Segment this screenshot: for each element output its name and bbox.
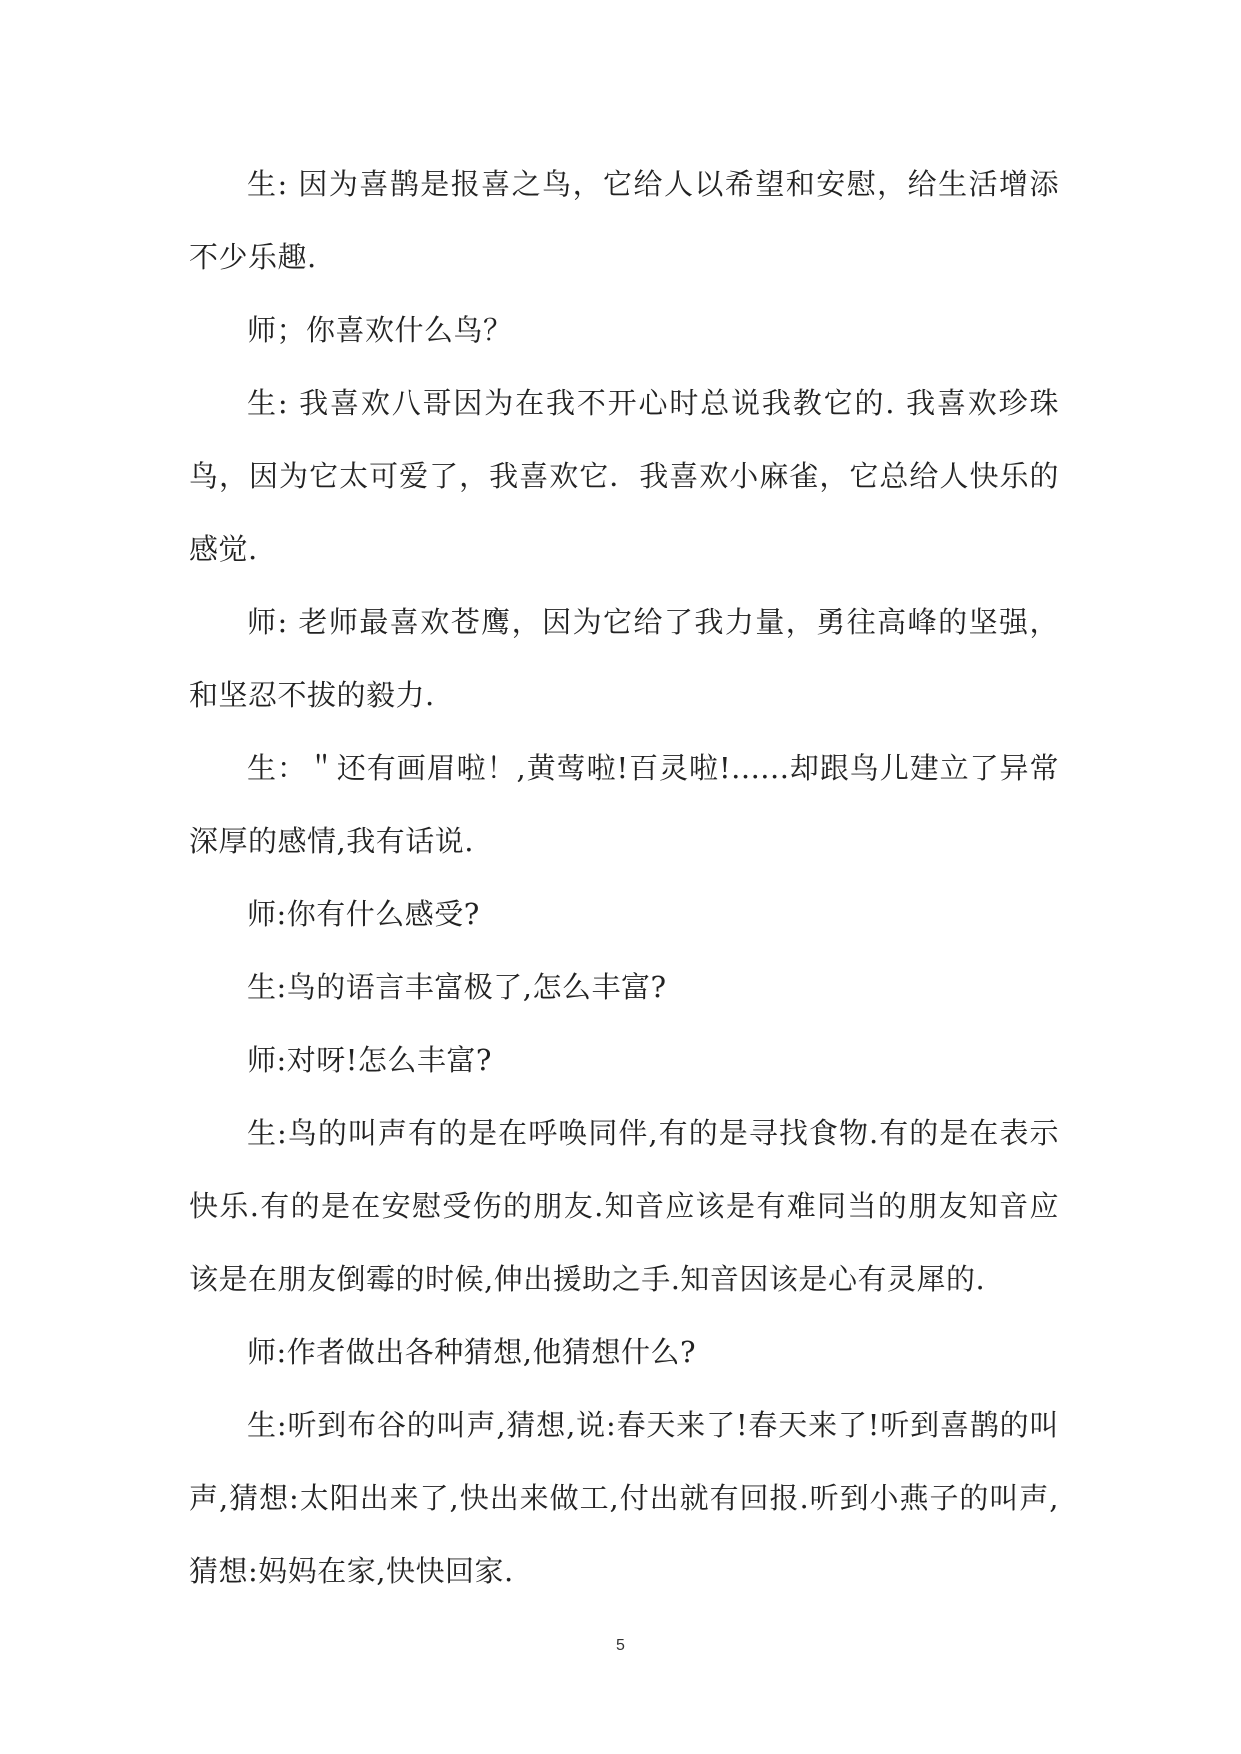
paragraph: 生:鸟的叫声有的是在呼唤同伴,有的是寻找食物.有的是在表示快乐.有的是在安慰受伤的朋友.知音应该是有难同当的朋友知音应该是在朋友倒霉的时候,伸出援助之手.知音因该是心有灵犀的.	[189, 1116, 1059, 1296]
paragraph: 生：＂还有画眉啦！,黄莺啦!百灵啦!......却跟鸟儿建立了异常深厚的感情,我有话说.	[189, 751, 1059, 858]
paragraph: 生:鸟的语言丰富极了,怎么丰富?	[247, 970, 667, 1004]
paragraph: 师:对呀!怎么丰富?	[247, 1043, 492, 1077]
paragraph: 生: 因为喜鹊是报喜之鸟，它给人以希望和安慰，给生活增添不少乐趣.	[189, 167, 1059, 274]
paragraph: 师: 老师最喜欢苍鹰，因为它给了我力量，勇往高峰的坚强，和坚忍不拔的毅力.	[189, 605, 1059, 712]
paragraph: 师；你喜欢什么鸟？	[247, 313, 513, 347]
page-number: 5	[616, 1637, 625, 1654]
paragraph: 生:听到布谷的叫声,猜想,说:春天来了!春天来了!听到喜鹊的叫声,猜想:太阳出来了,快出来做工,付出就有回报.听到小燕子的叫声,猜想:妈妈在家,快快回家.	[189, 1408, 1059, 1588]
paragraph: 师:作者做出各种猜想,他猜想什么?	[247, 1335, 697, 1369]
paragraph: 师:你有什么感受?	[247, 897, 480, 931]
body-text	[189, 148, 1059, 1608]
paragraph: 生: 我喜欢八哥因为在我不开心时总说我教它的. 我喜欢珍珠鸟，因为它太可爱了，我喜欢它．我喜欢小麻雀，它总给人快乐的感觉.	[189, 386, 1059, 566]
